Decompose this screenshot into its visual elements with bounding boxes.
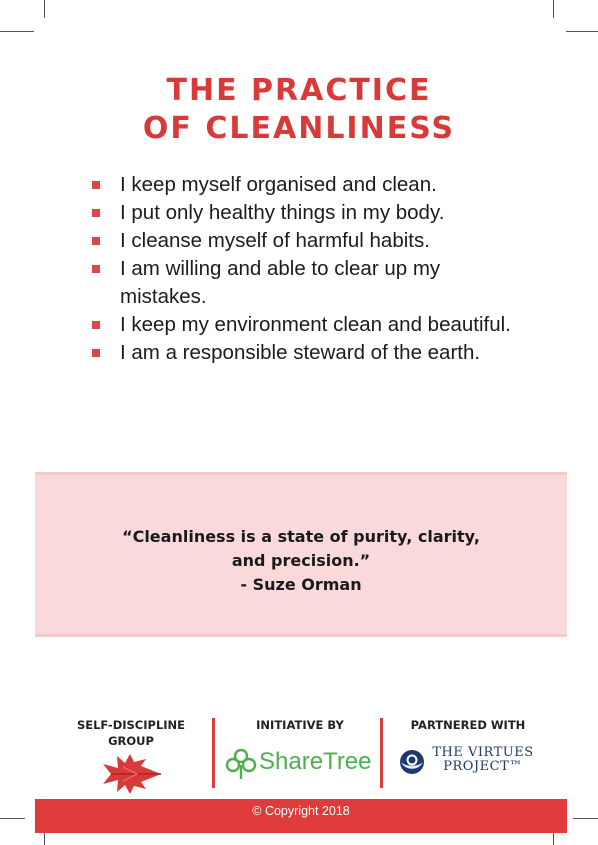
list-item — [92, 255, 512, 311]
list-item — [92, 199, 512, 227]
crop-mark — [566, 31, 598, 32]
crop-mark — [44, 832, 45, 845]
affirmation-list — [92, 171, 512, 367]
virtues-line-2: PROJECT™ — [443, 759, 523, 774]
maple-leaf-icon — [97, 753, 163, 795]
crop-mark — [553, 832, 554, 845]
list-item — [92, 227, 512, 255]
quote-block — [35, 525, 567, 597]
page-title — [0, 72, 598, 148]
crop-mark — [573, 818, 598, 819]
globe-icon — [399, 749, 425, 775]
quote-text: “Cleanliness is a state of purity, clarity, and precision.” — [122, 527, 480, 570]
clover-icon — [224, 747, 258, 781]
quote-author: - Suze Orman — [240, 575, 362, 594]
partnered-label: PARTNERED WITH — [410, 718, 526, 732]
virtues-line-1: THE VIRTUES — [432, 745, 534, 760]
bullet-square-icon — [92, 349, 100, 357]
footer-divider — [380, 718, 383, 788]
footer-divider — [212, 718, 215, 788]
crop-mark — [0, 818, 25, 819]
title-line-2: OF CLEANLINESS — [142, 111, 456, 146]
bullet-square-icon — [92, 265, 100, 273]
copyright-bar — [35, 799, 567, 833]
sharetree-logo: ShareTree — [259, 748, 372, 775]
affirmation-text: I put only healthy things in my body. — [120, 201, 445, 224]
initiative-label: INITIATIVE BY — [256, 718, 344, 732]
group-label: SELF-DISCIPLINE GROUP — [76, 718, 186, 748]
affirmation-text: I cleanse myself of harmful habits. — [120, 229, 430, 252]
list-item — [92, 311, 512, 339]
quote-box — [35, 472, 567, 637]
crop-mark — [44, 0, 45, 18]
bullet-square-icon — [92, 237, 100, 245]
copyright-text: © Copyright 2018 — [252, 804, 350, 818]
affirmation-text: I keep my environment clean and beautiful. — [120, 313, 511, 336]
crop-mark — [553, 0, 554, 18]
bullet-square-icon — [92, 209, 100, 217]
bullet-square-icon — [92, 181, 100, 189]
bullet-square-icon — [92, 321, 100, 329]
affirmation-text: I keep myself organised and clean. — [120, 173, 437, 196]
title-line-1: THE PRACTICE — [166, 73, 432, 108]
affirmation-text: I am a responsible steward of the earth. — [120, 341, 481, 364]
list-item — [92, 339, 512, 367]
affirmation-text: I am willing and able to clear up my mistakes. — [120, 257, 441, 308]
list-item — [92, 171, 512, 199]
crop-mark — [0, 31, 34, 32]
virtues-project-logo — [430, 746, 536, 774]
